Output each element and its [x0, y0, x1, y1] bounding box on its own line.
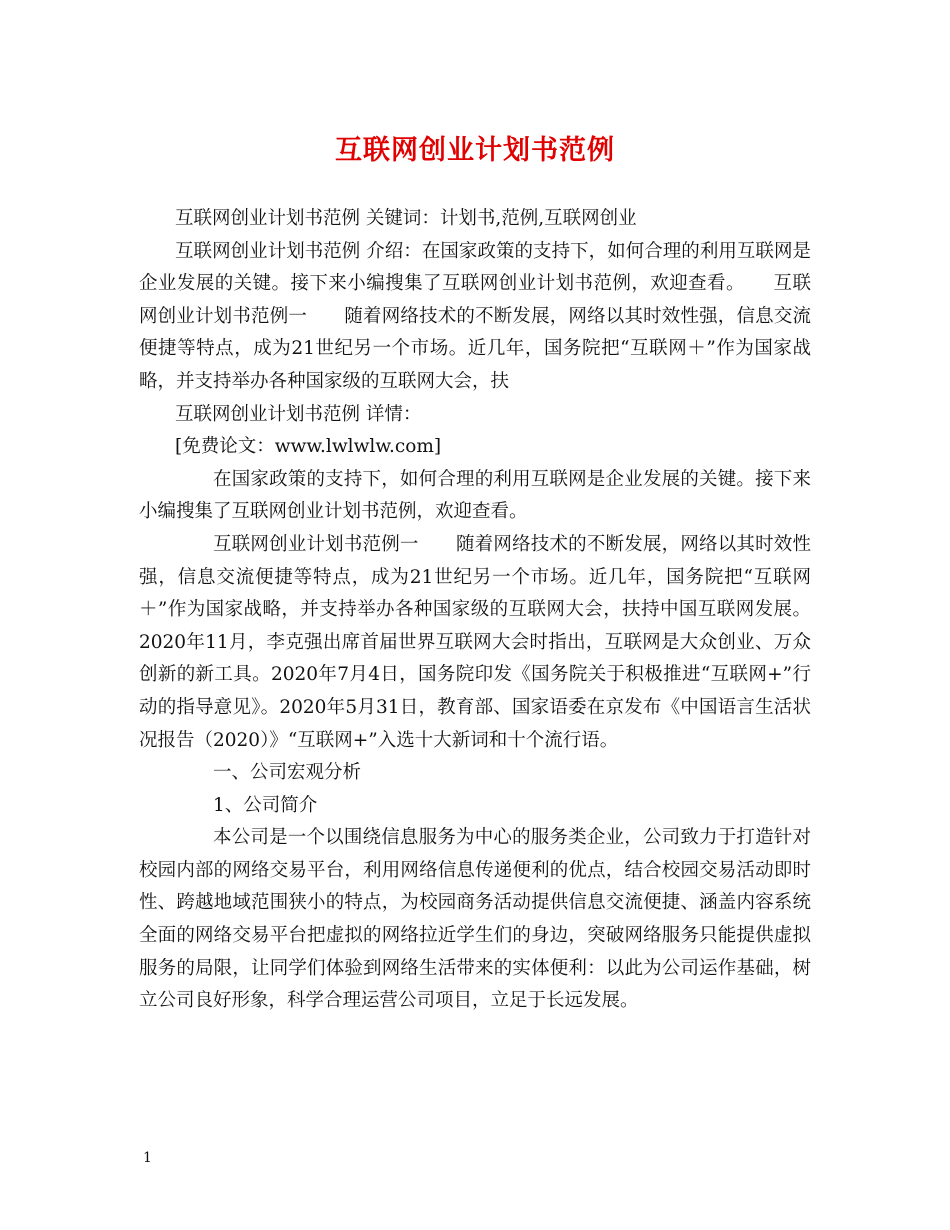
body-paragraph: 本公司是一个以围绕信息服务为中心的服务类企业，公司致力于打造针对校园内部的网络交易平台，利用网络信息传递便利的优点，结合校园交易活动即时性、跨越地域范围狭小的特点，为校园商务活动提供信息交流便捷、涵盖内容系统全面的网络交易平台把虚拟的网络拉近学生们的身边，突破网络服务只能提供虚拟服务的局限，让同学们体验到网络生活带来的实体便利：以此为公司运作基础，树立公司良好形象，科学合理运营公司项目，立足于长远发展。	[139, 827, 811, 1012]
page-number: 1	[143, 1150, 152, 1166]
subsection-heading: 1、公司简介	[213, 794, 318, 816]
body-paragraph: 互联网创业计划书范例一 随着网络技术的不断发展，网络以其时效性强，信息交流便捷等特点，成为21世纪另一个市场。近几年，国务院把“互联网＋”作为国家战略，并支持举办各种国家级的互联网大会，扶持中国互联网发展。2020年11月，李克强出席首届世界互联网大会时指出，互联网是大众创业、万众创新的新工具。2020年7月4日，国务院印发《国务院关于积极推进“互联网+”行动的指导意见》。2020年5月31日，教育部、国家语委在京发布《中国语言生活状况报告（2020）》“互联网+”入选十大新词和十个流行语。	[139, 533, 811, 751]
source-link: [免费论文：www.lwlwlw.com]	[175, 436, 442, 458]
intro-paragraph: 互联网创业计划书范例 介绍：在国家政策的支持下，如何合理的利用互联网是企业发展的关键。接下来小编搜集了互联网创业计划书范例，欢迎查看。 互联网创业计划书范例一 随着网络技术的不断发展，网络以其时效性强，信息交流便捷等特点，成为21世纪另一个市场。近几年，国务院把“互联网＋”作为国家战略，并支持举办各种国家级的互联网大会，扶	[139, 240, 811, 392]
keywords-paragraph: 互联网创业计划书范例 关键词：计划书,范例,互联网创业	[175, 208, 637, 229]
details-heading: 互联网创业计划书范例 详情：	[175, 403, 422, 425]
body-paragraph: 在国家政策的支持下，如何合理的利用互联网是企业发展的关键。接下来小编搜集了互联网创业计划书范例，欢迎查看。	[139, 468, 811, 523]
section-heading: 一、公司宏观分析	[213, 762, 362, 784]
document-body	[139, 203, 811, 1018]
document-title: 互联网创业计划书范例	[335, 135, 615, 166]
